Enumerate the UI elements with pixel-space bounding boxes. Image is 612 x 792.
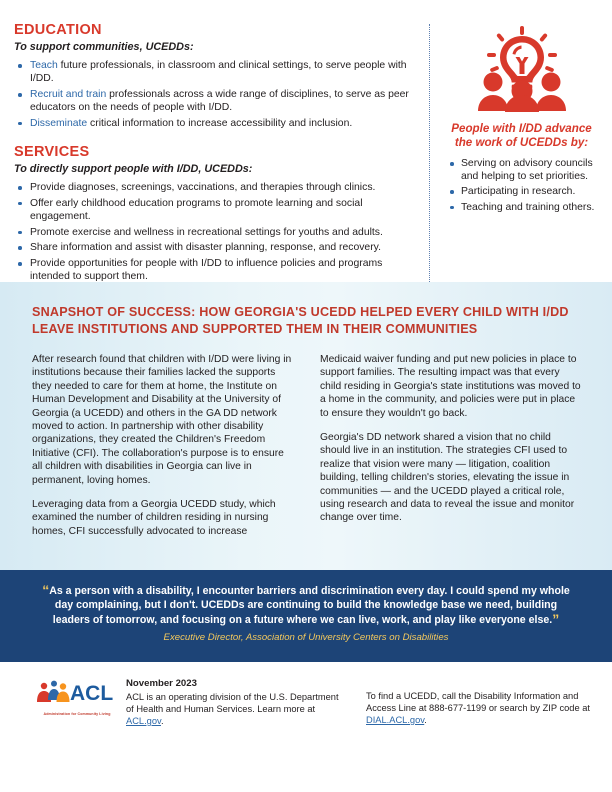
publication-date: November 2023 <box>126 678 197 689</box>
snapshot-columns <box>32 353 582 549</box>
pull-quote <box>42 584 570 627</box>
acl-gov-link[interactable]: ACL.gov <box>126 716 161 726</box>
open-quote-mark: “ <box>42 582 50 598</box>
bullet-rest: future professionals, in classroom and clinical settings, to serve people with I/DD. <box>30 60 407 85</box>
quote-band <box>0 570 612 662</box>
education-block <box>14 22 415 130</box>
paragraph: Medicaid waiver funding and put new policies in place to support families. The resulting impact was that every child residing in Georgia's state institutions was moved to a home in the community, and policies were put in place to ensure they wouldn't go back. <box>320 354 581 419</box>
top-main-column <box>14 22 429 282</box>
agency-text-before: ACL is an operating division of the U.S. Department of Health and Human Services. Learn more at <box>126 692 339 714</box>
sidebar-bullet-list <box>447 157 596 214</box>
acl-logo-tagline: Administration for Community Living <box>43 712 111 716</box>
list-item: Offer early childhood education programs to promote learning and social engagement. <box>14 197 415 223</box>
list-item: Serving on advisory councils and helping to set priorities. <box>447 157 596 183</box>
paragraph: After research found that children with I/DD were living in institutions because their families lacked the supports they needed to care for them at home, the Institute on Human Development and Disability at the University of Georgia (a UCEDD) and others in the GA DD network moved to action. In partnership with other disability organizations, they created the Children's Freedom Initiative (CFI). The collaboration's purpose is to ensure all children with disabilities in Georgia can live in permanent, loving homes. <box>32 354 292 486</box>
services-heading: SERVICES <box>14 144 90 161</box>
footer <box>0 662 612 727</box>
sidebar-title: People with I/DD advance the work of UCEDDs by: <box>451 122 592 149</box>
list-item <box>14 117 415 130</box>
education-subheading: To support communities, UCEDDs: <box>14 41 194 53</box>
list-item: Promote exercise and wellness in recreational settings for youths and adults. <box>14 226 415 239</box>
list-item: Teaching and training others. <box>447 201 596 214</box>
paragraph: Leveraging data from a Georgia UCEDD study, which examined the number of children residing in nursing homes, CFI successfully advocated to increase <box>32 499 276 537</box>
services-subheading: To directly support people with I/DD, UCEDDs: <box>14 163 253 176</box>
contact-text-before: To find a UCEDD, call the Disability Information and Access Line at 888-677-1199 or search by ZIP code at <box>366 691 590 713</box>
services-bullet-list <box>14 181 415 283</box>
snapshot-right-column <box>320 353 582 549</box>
list-item: Provide diagnoses, screenings, vaccinations, and therapies through clinics. <box>14 181 415 194</box>
quote-attribution: Executive Director, Association of University Centers on Disabilities <box>163 632 449 644</box>
bullet-lead: Disseminate <box>30 117 88 129</box>
acl-wordmark: ACL <box>70 682 114 705</box>
bullet-rest: critical information to increase accessibility and inclusion. <box>87 117 353 129</box>
sidebar <box>431 22 596 282</box>
list-item <box>14 59 415 85</box>
contact-statement <box>366 690 594 726</box>
list-item: Provide opportunities for people with I/DD to influence policies and programs intended to support them. <box>14 257 415 283</box>
list-item: Share information and assist with disaster planning, response, and recovery. <box>14 241 415 254</box>
lightbulb-people-icon <box>476 26 568 112</box>
services-block <box>14 144 415 283</box>
agency-text-after: . <box>160 716 164 726</box>
snapshot-left-column <box>32 353 294 549</box>
quote-body: As a person with a disability, I encounter barriers and discrimination every day. I could spend my whole day complaining, but I don't. UCEDDs are continuing to build the knowledge base we need, building leaders of tomorrow, and focusing on a future where we can live, work, and play like everyone else. <box>49 585 570 626</box>
bullet-rest: professionals across a wide range of disciplines, to serve as peer educators on the needs of people with I/DD. <box>30 88 409 114</box>
list-item: Participating in research. <box>447 185 596 198</box>
snapshot-section <box>0 282 612 570</box>
dial-acl-gov-link[interactable]: DIAL.ACL.gov <box>366 715 425 725</box>
contact-text-after: . <box>424 715 427 725</box>
footer-agency-info <box>120 678 366 727</box>
education-heading: EDUCATION <box>14 22 102 38</box>
top-section <box>0 0 612 282</box>
list-item <box>14 88 415 114</box>
paragraph: Georgia's DD network shared a vision that no child should live in an institution. The strategies CFI used to realize that vision were many — litigation, coalition building, telling children's stories, elevating the issue in communities — and the UCEDD played a critical role, using research and data to reveal the issue and monitor change over time. <box>320 432 575 524</box>
snapshot-title: SNAPSHOT OF SUCCESS: HOW GEORGIA'S UCEDD HELPED EVERY CHILD WITH I/DD LEAVE INSTITUTIONS AND SUPPORTED THEM IN THEIR COMMUNITIES <box>32 305 569 336</box>
footer-contact-info <box>366 678 594 726</box>
bullet-lead: Teach <box>30 60 58 71</box>
education-bullet-list <box>14 59 415 130</box>
acl-logo-icon <box>34 680 120 706</box>
acl-logo <box>34 678 120 716</box>
bullet-lead: Recruit and train <box>30 88 107 100</box>
close-quote-mark: ” <box>552 610 560 627</box>
agency-statement <box>126 691 348 727</box>
